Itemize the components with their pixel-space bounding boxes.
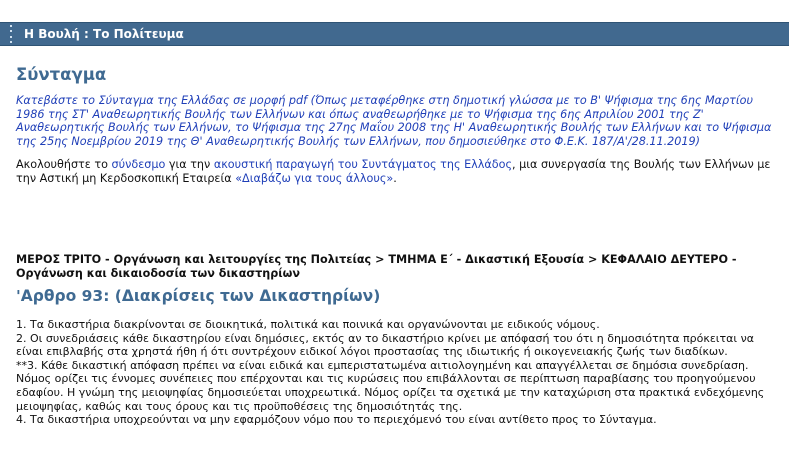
para-text: για την [165,158,214,172]
audio-info-paragraph [16,158,781,186]
article-body [16,318,781,427]
link-link[interactable]: σύνδεσμο [111,158,166,172]
para-text: Ακολουθήστε το [16,158,112,172]
breadcrumb: ΜΕΡΟΣ ΤΡΙΤΟ - Οργάνωση και λειτουργίες της Πολιτείας > ΤΜΗΜΑ Ε΄ - Δικαστική Εξουσία > ΚΕΦΑΛΑΙΟ ΔΕΥΤΕΡΟ - Οργάνωση και δικαιοδοσία των δικαστηρίων [16,253,737,280]
article-paragraph: 1. Τα δικαστήρια διακρίνονται σε διοικητικά, πολιτικά και ποινικά και οργανώνονται με ειδικούς νόμους. [16,318,600,331]
header-bar [0,22,789,46]
audio-production-link[interactable]: ακουστική παραγωγή του Συντάγματος της Ελλάδος [213,158,513,172]
article-paragraph: **3. Κάθε δικαστική απόφαση πρέπει να είναι ειδικά και εμπεριστατωμένα αιτιολογημένη και απαγγέλλεται σε δημόσια συνεδρίαση. Νόμος ορίζει τις έννομες συνέπειες που επέρχονται και τις κυρώσεις που επιβάλλονται σε περίπτωση παραβίασης του προηγούμενου εδαφίου. Η γνώμη της μειοψηφίας δημοσιεύεται υποχρεωτικά. Νόμος ορίζει τα σχετικά με την καταχώριση στα πρακτικά ενδεχόμενης μειοψηφίας, καθώς και τους όρους και τις προϋποθέσεις της δημοσιότητάς της. [16,358,765,413]
page-title: Σύνταγμα [16,65,107,84]
article-paragraph: 2. Οι συνεδριάσεις κάθε δικαστηρίου είναι δημόσιες, εκτός αν το δικαστήριο κρίνει με απόφασή του ότι η δημοσιότητα πρόκειται να είναι επιβλαβής στα χρηστά ήθη ή ότι συντρέχουν ειδικοί λόγοι προστασίας της ιδιωτικής ή οικογενειακής ζωής των διαδίκων. [16,331,755,359]
read-for-others-link[interactable]: «Διαβάζω για τους άλλους» [235,172,394,186]
para-text: , μια συνεργασία της Βουλής των Ελλήνων με την Αστική μη Κερδοσκοπική Εταιρεία [16,158,771,186]
main-content [16,62,781,427]
article-title: 'Αρθρο 93: (Διακρίσεις των Δικαστηρίων) [16,287,381,305]
para-text: . [393,172,397,186]
grip-dots-icon [10,25,14,43]
article-paragraph: 4. Τα δικαστήρια υποχρεούνται να μην εφαρμόζουν νόμο που το περιεχόμενό του είναι αντίθετο προς το Σύνταγμα. [16,413,657,427]
header-title: Η Βουλή : Το Πολίτευμα [24,27,184,41]
download-pdf-link[interactable]: Κατεβάστε το Σύνταγμα της Ελλάδας σε μορφή pdf (Όπως μεταφέρθηκε στη δημοτική γλώσσα με το Β' Ψήφισμα της 6ης Μαρτίου 1986 της ΣΤ' Αναθεωρητικής Βουλής των Ελλήνων και όπως αναθεωρήθηκε με το Ψήφισμα της 6ης Απριλίου 2001 της Ζ' Αναθεωρητικής Βουλής των Ελλήνων, το Ψήφισμα της 27ης Μαΐου 2008 της Η' Αναθεωρητικής Βουλής των Ελλήνων και το Ψήφισμα της 25ης Νοεμβρίου 2019 της Θ' Αναθεωρητικής Βουλής των Ελλήνων, που δημοσιεύθηκε στο Φ.Ε.Κ. 187/Α'/28.11.2019) [16,94,772,148]
